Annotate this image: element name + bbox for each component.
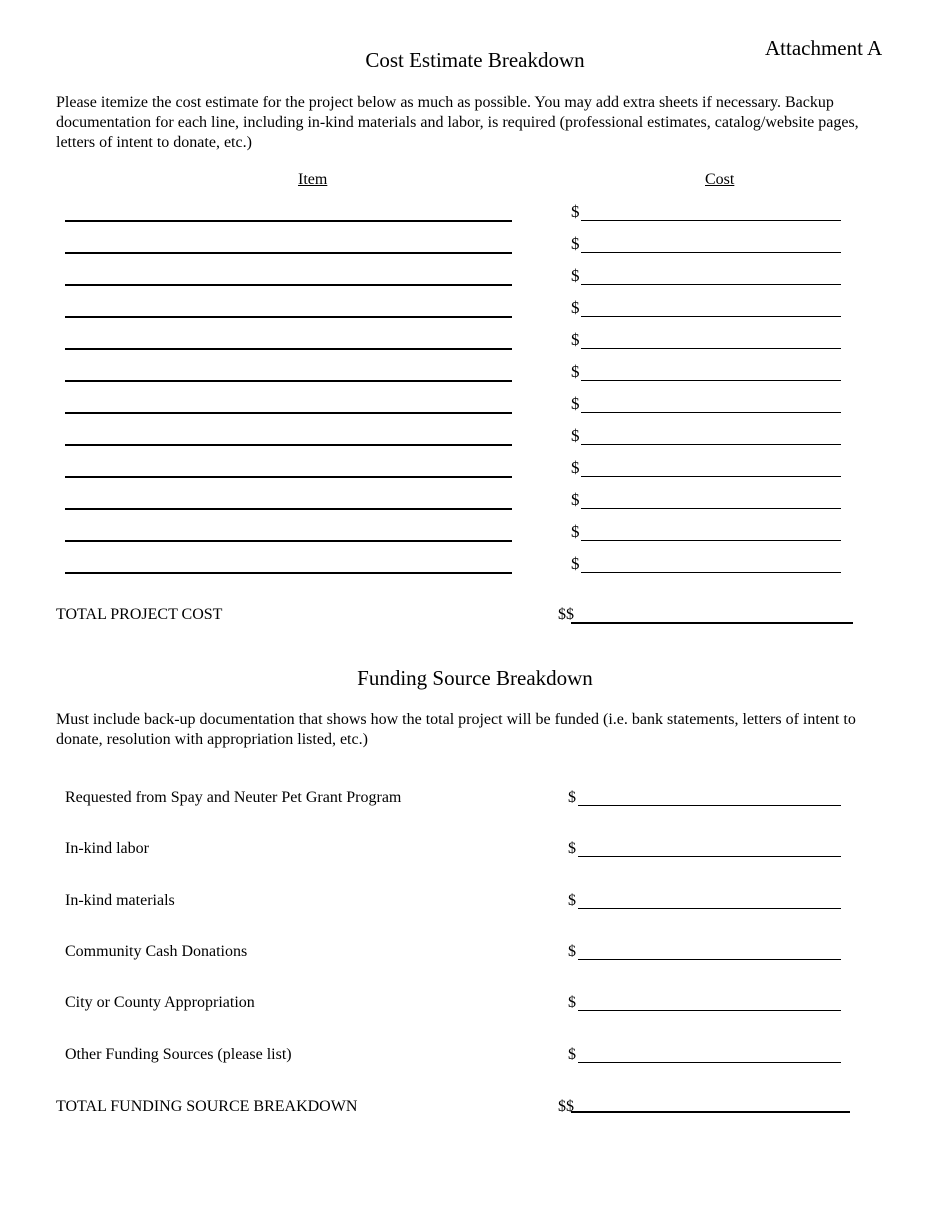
cost-currency-symbol: $ (571, 458, 580, 477)
item-field[interactable] (65, 572, 512, 574)
cost-field[interactable] (581, 476, 841, 477)
funding-amount-field[interactable] (578, 805, 841, 806)
item-field[interactable] (65, 316, 512, 318)
total-funding-field[interactable] (571, 1111, 850, 1113)
cost-currency-symbol: $ (571, 362, 580, 381)
cost-field[interactable] (581, 444, 841, 445)
cost-currency-symbol: $ (571, 330, 580, 349)
total-funding-prefix: $$ (558, 1098, 574, 1115)
item-column-header: Item (298, 171, 328, 188)
cost-currency-symbol: $ (571, 298, 580, 317)
cost-field[interactable] (581, 284, 841, 285)
cost-currency-symbol: $ (571, 522, 580, 541)
cost-currency-symbol: $ (571, 490, 580, 509)
item-field[interactable] (65, 220, 512, 222)
item-field[interactable] (65, 252, 512, 254)
funding-currency-symbol: $ (568, 1046, 576, 1063)
funding-source-label: Requested from Spay and Neuter Pet Grant Program (65, 789, 402, 806)
total-project-cost-label: TOTAL PROJECT COST (56, 606, 223, 623)
item-field[interactable] (65, 444, 512, 446)
cost-field[interactable] (581, 252, 841, 253)
cost-field[interactable] (581, 316, 841, 317)
item-field[interactable] (65, 540, 512, 542)
attachment-label: Attachment A (765, 36, 883, 60)
item-field[interactable] (65, 508, 512, 510)
funding-source-label: In-kind labor (65, 840, 149, 857)
funding-source-label: Other Funding Sources (please list) (65, 1046, 292, 1063)
cost-field[interactable] (581, 572, 841, 573)
cost-field[interactable] (581, 348, 841, 349)
funding-currency-symbol: $ (568, 994, 576, 1011)
cost-currency-symbol: $ (571, 426, 580, 445)
cost-section-title: Cost Estimate Breakdown (365, 48, 585, 72)
cost-currency-symbol: $ (571, 202, 580, 221)
cost-field[interactable] (581, 508, 841, 509)
item-field[interactable] (65, 380, 512, 382)
funding-amount-field[interactable] (578, 959, 841, 960)
cost-field[interactable] (581, 220, 841, 221)
funding-currency-symbol: $ (568, 943, 576, 960)
funding-source-label: City or County Appropriation (65, 994, 255, 1011)
funding-source-label: Community Cash Donations (65, 943, 248, 960)
funding-amount-field[interactable] (578, 1010, 841, 1011)
total-project-cost-field[interactable] (571, 622, 853, 624)
item-field[interactable] (65, 476, 512, 478)
item-field[interactable] (65, 284, 512, 286)
funding-currency-symbol: $ (568, 840, 576, 857)
cost-currency-symbol: $ (571, 266, 580, 285)
cost-field[interactable] (581, 540, 841, 541)
funding-currency-symbol: $ (568, 892, 576, 909)
funding-amount-field[interactable] (578, 1062, 841, 1063)
item-field[interactable] (65, 412, 512, 414)
cost-field[interactable] (581, 412, 841, 413)
cost-currency-symbol: $ (571, 234, 580, 253)
cost-currency-symbol: $ (571, 554, 580, 573)
funding-instructions: Must include back-up documentation that shows how the total project will be funded (i.e. bank statements, letters of intent to donate, resolution with appropriation listed, etc.) (56, 711, 856, 748)
cost-instructions: Please itemize the cost estimate for the project below as much as possible. You may add extra sheets if necessary. Backup documentation for each line, including in-kind materials and labor, is required (professional estimates, catalog/website pages, letters of intent to donate, etc.) (56, 94, 859, 151)
funding-currency-symbol: $ (568, 789, 576, 806)
total-funding-label: TOTAL FUNDING SOURCE BREAKDOWN (56, 1098, 358, 1115)
item-field[interactable] (65, 348, 512, 350)
cost-column-header: Cost (705, 171, 735, 188)
funding-amount-field[interactable] (578, 856, 841, 857)
cost-currency-symbol: $ (571, 394, 580, 413)
funding-source-label: In-kind materials (65, 892, 175, 909)
cost-field[interactable] (581, 380, 841, 381)
funding-amount-field[interactable] (578, 908, 841, 909)
funding-section-title: Funding Source Breakdown (357, 666, 593, 690)
total-project-cost-prefix: $$ (558, 606, 574, 623)
